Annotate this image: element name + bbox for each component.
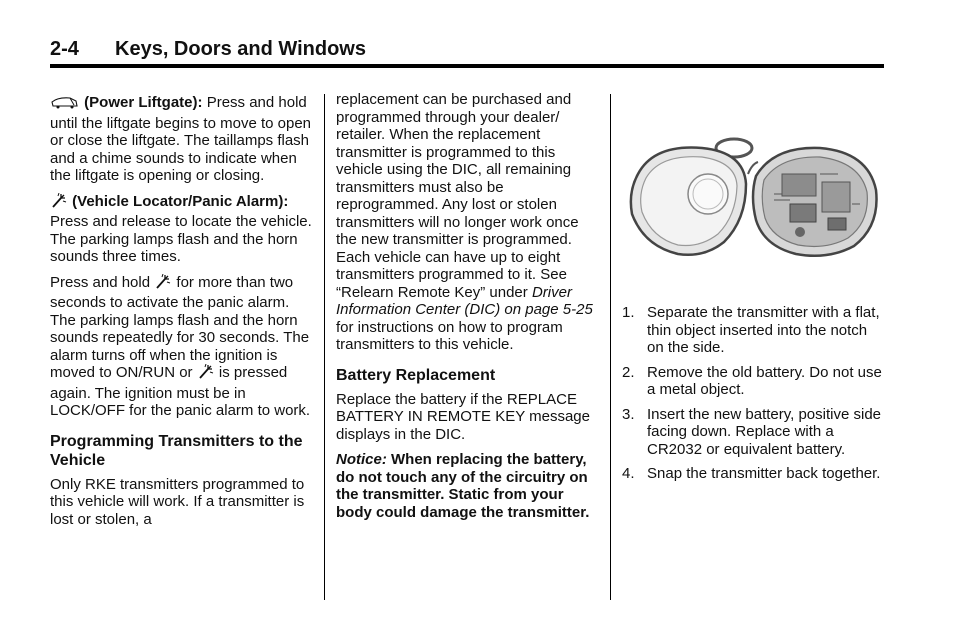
- programming-paragraph: Only RKE transmitters programmed to this vehicle will work. If a transmitter is lost or stolen, a: [50, 475, 305, 528]
- panic-alarm-text-a: Press and hold: [50, 273, 151, 291]
- step-text: Separate the transmitter with a flat, thin object inserted into the notch on the side.: [647, 304, 880, 356]
- panic-alarm-paragraph: [50, 274, 315, 420]
- section-title: Keys, Doors and Windows: [115, 38, 366, 60]
- power-liftgate-label: (Power Liftgate):: [84, 94, 203, 111]
- list-item: [622, 465, 887, 483]
- step-number: 4.: [622, 465, 635, 482]
- panic-alarm-text-b: for more than two seconds to activate the panic alarm. The parking lamps flash and the horn sounds repeatedly for 30 seconds. The alarm turns off when the ignition is moved to ON/RUN or: [50, 273, 310, 381]
- power-liftgate-paragraph: [50, 94, 315, 185]
- column-divider: [610, 94, 611, 600]
- battery-replacement-paragraph: Replace the battery if the REPLACE BATTERY IN REMOTE KEY message displays in the DIC.: [336, 390, 590, 443]
- step-number: 2.: [622, 363, 635, 381]
- programming-heading: Programming Transmitters to the Vehicle: [50, 432, 303, 469]
- dic-reference-link[interactable]: Driver Information Center (DIC) on page 5-25: [336, 283, 593, 318]
- list-item: [622, 364, 887, 399]
- header-rule: [50, 64, 884, 68]
- battery-replacement-heading: Battery Replacement: [336, 366, 496, 384]
- step-text: Insert the new battery, positive side facing down. Replace with a CR2032 or equivalent battery.: [647, 405, 882, 458]
- panic-alarm-icon: [197, 364, 215, 385]
- vehicle-locator-label: (Vehicle Locator/Panic Alarm):: [72, 192, 289, 210]
- power-liftgate-text: Press and hold until the liftgate begins to move to open or close the liftgate. The taillamps flash and a chime sounds to indicate when the liftgate is opening or closing.: [50, 94, 312, 184]
- step-number: 1.: [622, 304, 635, 321]
- battery-steps-list: [622, 304, 887, 483]
- replacement-text-a: replacement can be purchased and programmed through your dealer/ retailer. When the replacement transmitter is programmed to this vehicle using the DIC, all remaining transmitters must also be reprogrammed. Any lost or stolen transmitters will no longer work once the new transmitter is programmed. Each vehicle can have up to eight transmitters programmed to it. See “Relearn Remote Key” under: [336, 91, 579, 301]
- vehicle-locator-paragraph: [50, 193, 315, 266]
- page-header: [50, 38, 884, 66]
- notice-text: When replacing the battery, do not touch any of the circuitry on the transmitter. Static from your body could damage the transmitter.: [336, 451, 590, 521]
- column-divider: [324, 94, 325, 600]
- panic-alarm-icon: [50, 193, 68, 214]
- column-right: [622, 304, 887, 490]
- vehicle-locator-text: Press and release to locate the vehicle. The parking lamps flash and the horn sounds three times.: [50, 213, 312, 265]
- step-text: Remove the old battery. Do not use a metal object.: [647, 363, 882, 398]
- panic-alarm-icon: [154, 274, 172, 295]
- page-number: 2-4: [50, 38, 79, 60]
- liftgate-icon: [50, 96, 80, 115]
- replacement-paragraph: [336, 91, 601, 354]
- list-item: [622, 406, 887, 459]
- transmitter-illustration: [624, 134, 888, 266]
- column-left: [50, 94, 315, 536]
- list-item: [622, 304, 887, 357]
- column-middle: [336, 91, 601, 529]
- panic-alarm-text-c: is pressed again. The ignition must be in LOCK/OFF for the panic alarm to work.: [50, 364, 311, 419]
- notice-paragraph: [336, 451, 601, 521]
- step-text: Snap the transmitter back together.: [647, 465, 881, 482]
- notice-label: Notice:: [336, 451, 387, 468]
- step-number: 3.: [622, 405, 635, 423]
- replacement-text-b: for instructions on how to program transmitters to this vehicle.: [336, 318, 563, 353]
